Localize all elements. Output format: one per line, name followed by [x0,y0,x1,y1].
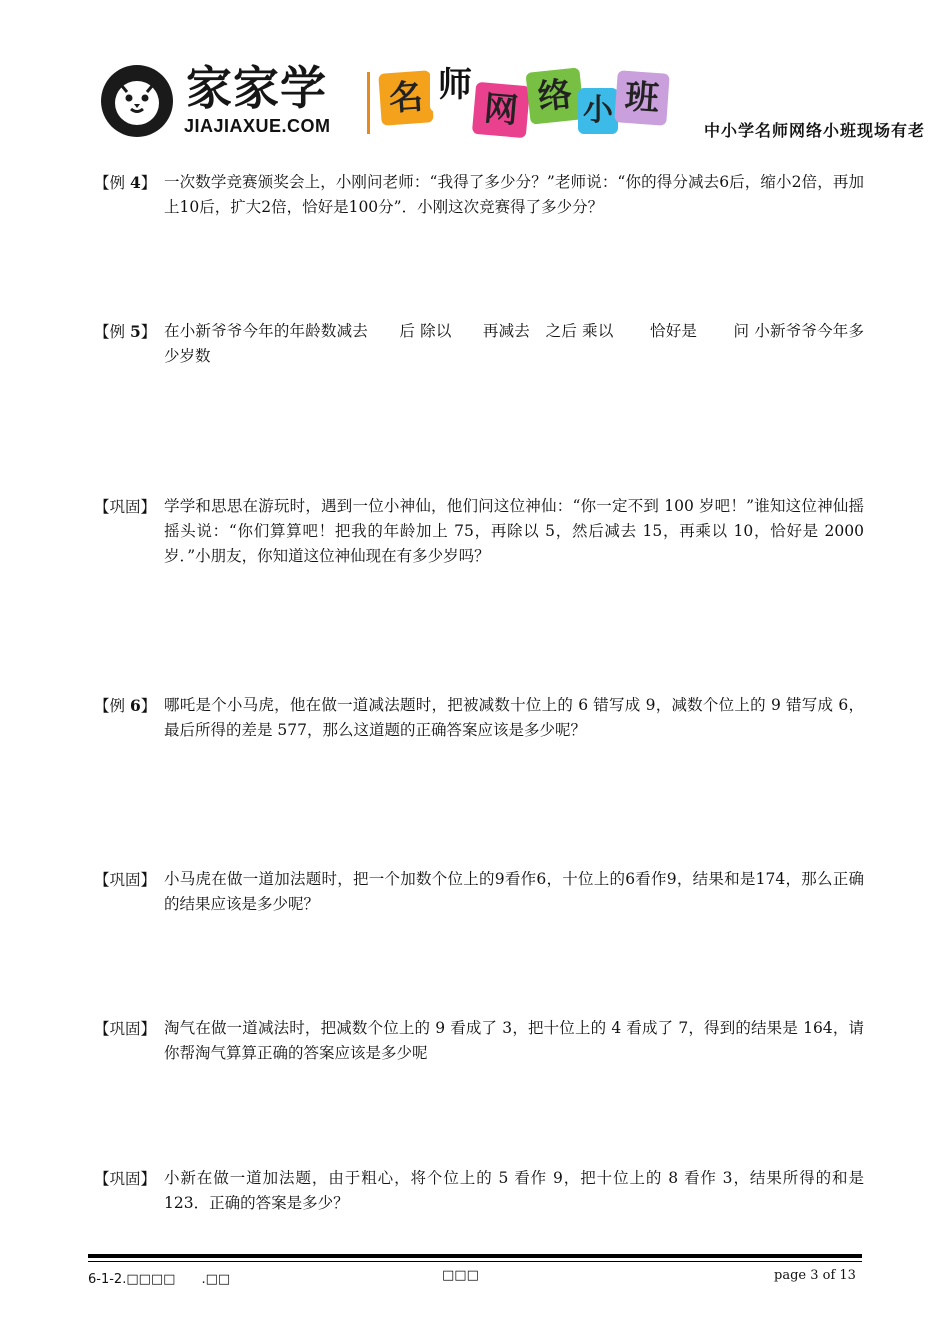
problem-label: 【例 6】 [94,696,157,715]
problem-label: 【巩固】 [94,1020,157,1038]
problem-block [94,319,864,369]
problem-label: 【巩固】 [94,1170,157,1188]
brand-name-english: JIAJIAXUE.COM [184,116,331,136]
banner-tile: 名 [378,70,434,126]
problem-text: 学学和思思在游玩时，遇到一位小神仙，他们问这位神仙：“你一定不到 100 岁吧！”谁知这位神仙摇摇头说：“你们算算吧！把我的年龄加上 75，再除以 5，然后减去 15，再乘以 10，恰好是 2000 岁．”小朋友，你知道这位神仙现在有多少岁吗？ [164,497,864,565]
banner-tile: 小 [578,88,618,134]
problem-text: 哪吒是个小马虎，他在做一道减法题时，把被减数十位上的 6 错写成 9，减数个位上的 9 错写成 6，最后所得的差是 577，那么这道题的正确答案应该是多少呢？ [164,696,864,739]
problem-label: 【巩固】 [94,871,157,889]
problem-label: 【例 5】 [94,322,157,341]
problem-block [94,693,864,743]
problem-block [94,1166,864,1216]
problem-block [94,1016,864,1066]
footer-center-text: □□□ [442,1268,479,1283]
banner-tile: 网 [472,82,530,139]
page-header [0,0,950,150]
problem-text: 淘气在做一道减法时，把减数个位上的 9 看成了 3，把十位上的 4 看成了 7，得到的结果是 164，请你帮淘气算算正确的答案应该是多少呢 [164,1019,864,1062]
problem-block [94,867,864,917]
problem-text: 小马虎在做一道加法题时，把一个加数个位上的9看作6，十位上的6看作9，结果和是174，那么正确的结果应该是多少呢？ [164,870,864,913]
footer-rule [88,1254,862,1258]
header-tagline: 中小学名师网络小班现场有老 [704,121,926,140]
footer-rule [88,1261,862,1262]
problem-text: 在小新爷爷今年的年龄数减去 后 除以 再减去 之后 乘以 恰好是 问 小新爷爷今年多少岁数 [164,322,864,365]
page-number: page 3 of 13 [774,1268,856,1283]
footer-doc-id: 6-1-2.□□□□ .□□ [88,1272,231,1287]
problem-label: 【例 4】 [94,173,157,192]
problem-text: 一次数学竞赛颁奖会上，小刚问老师：“我得了多少分？”老师说：“你的得分减去6后，缩小2倍，再加上10后，扩大2倍，恰好是100分”．小刚这次竞赛得了多少分？ [164,173,864,216]
banner-tile: 络 [525,67,584,124]
brand-divider [367,72,370,134]
problem-label: 【巩固】 [94,498,157,516]
brand-name-chinese: 家家学 [186,61,327,115]
banner-tile: 班 [614,70,670,126]
problem-block [94,494,864,569]
banner-tile: 师 [430,58,480,112]
problem-block [94,170,864,220]
problem-text: 小新在做一道加法题，由于粗心，将个位上的 5 看作 9，把十位上的 8 看作 3，结果所得的和是 123．正确的答案是多少？ [164,1169,864,1212]
lion-head-icon [100,64,174,138]
